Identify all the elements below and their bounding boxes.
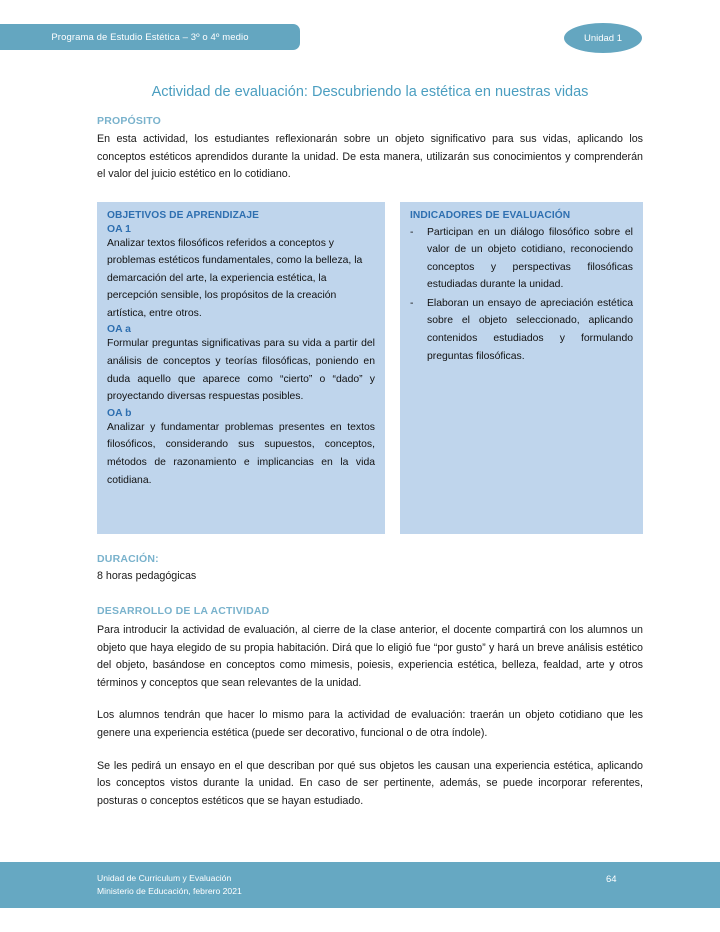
oa-text: Formular preguntas significativas para su vida a partir del análisis de conceptos y teorías filosóficas, poniendo en duda aquello que aparece como “cierto” o “dado” y proyectando diversas respuestas posibles. xyxy=(107,338,375,403)
page-number: 64 xyxy=(606,874,617,885)
header-program-label: Programa de Estudio Estética – 3º o 4º medio xyxy=(51,31,249,43)
desarrollo-heading: DESARROLLO DE LA ACTIVIDAD xyxy=(97,605,270,617)
desarrollo-paragraph: Los alumnos tendrán que hacer lo mismo para la actividad de evaluación: traerán un objeto cotidiano que les genere una experiencia estética (puede ser decorativo, funcional o de otra índole). xyxy=(97,709,643,739)
duracion-value: 8 horas pedagógicas xyxy=(97,569,197,582)
proposito-heading: PROPÓSITO xyxy=(97,115,162,127)
lower-sections xyxy=(97,553,643,811)
indicadores-title: INDICADORES DE EVALUACIÓN xyxy=(410,209,571,221)
spacer xyxy=(97,585,643,605)
footer-line-1: Unidad de Curriculum y Evaluación xyxy=(97,873,232,883)
list-item xyxy=(410,295,633,365)
unit-badge-label: Unidad 1 xyxy=(583,32,623,44)
bullet-dash: - xyxy=(410,297,414,309)
spacer xyxy=(97,102,643,115)
oa-code: OA b xyxy=(107,407,132,419)
oa-code: OA 1 xyxy=(107,223,131,235)
objetivos-box xyxy=(97,202,385,534)
indicador-text: Elaboran un ensayo de apreciación estética sobre el objeto seleccionado, aplicando contenidos estudiados y formulando preguntas filosóficas. xyxy=(427,297,633,362)
indicadores-list xyxy=(410,224,633,366)
indicador-text: Participan en un diálogo filosófico sobre el valor de un objeto cotidiano, reconociendo conceptos y perspectivas filosóficas estudiadas durante la unidad. xyxy=(427,226,633,291)
footer-line-2: Ministerio de Educación, febrero 2021 xyxy=(97,885,242,896)
duracion-heading: DURACIÓN: xyxy=(97,552,159,565)
page-title: Actividad de evaluación: Descubriendo la estética en nuestras vidas xyxy=(151,84,589,100)
footer-attribution xyxy=(97,872,242,897)
proposito-text: En esta actividad, los estudiantes reflexionarán sobre un objeto significativo para sus vidas, aplicando los conceptos estéticos aprendidos durante la unidad. De esta manera, utilizarán sus conocimientos y comprenderán el valor del juicio estético en lo cotidiano. xyxy=(97,133,643,180)
indicadores-box xyxy=(400,202,643,534)
objectives-indicators-row xyxy=(97,202,643,534)
bullet-dash: - xyxy=(410,226,414,238)
desarrollo-paragraph: Para introducir la actividad de evaluación, al cierre de la clase anterior, el docente compartirá con los alumnos un objeto que haya elegido de su propia habitación. Dirá que lo eligió fue “por gusto” y hará un breve análisis estético del objeto, basándose en conceptos como mimesis, poiesis, experiencia estética, belleza, fealdad, arte y otros términos y conceptos que sean relevantes de la unidad. xyxy=(97,624,643,689)
oa-text: Analizar textos filosóficos referidos a conceptos y problemas estéticos fundamentales, como la belleza, la demarcación del arte, la experiencia estética, la percepción sensible, los propósitos de la creación artística, entre otros. xyxy=(107,237,363,319)
oa-text: Analizar y fundamentar problemas presentes en textos filosóficos, considerando sus supuestos, conceptos, métodos de razonamiento e implicancias en la vida cotidiana. xyxy=(107,421,375,486)
oa-code: OA a xyxy=(107,324,131,336)
list-item xyxy=(410,224,633,294)
objetivos-title: OBJETIVOS DE APRENDIZAJE xyxy=(107,209,260,221)
desarrollo-paragraph: Se les pedirá un ensayo en el que describan por qué sus objetos les causan una experiencia estética, aplicando los conceptos vistos durante la unidad. En caso de ser pertinente, además, se puede incorporar referentes, posturas o conceptos estéticos que se hayan estudiado. xyxy=(97,759,643,807)
page-content xyxy=(97,0,643,810)
